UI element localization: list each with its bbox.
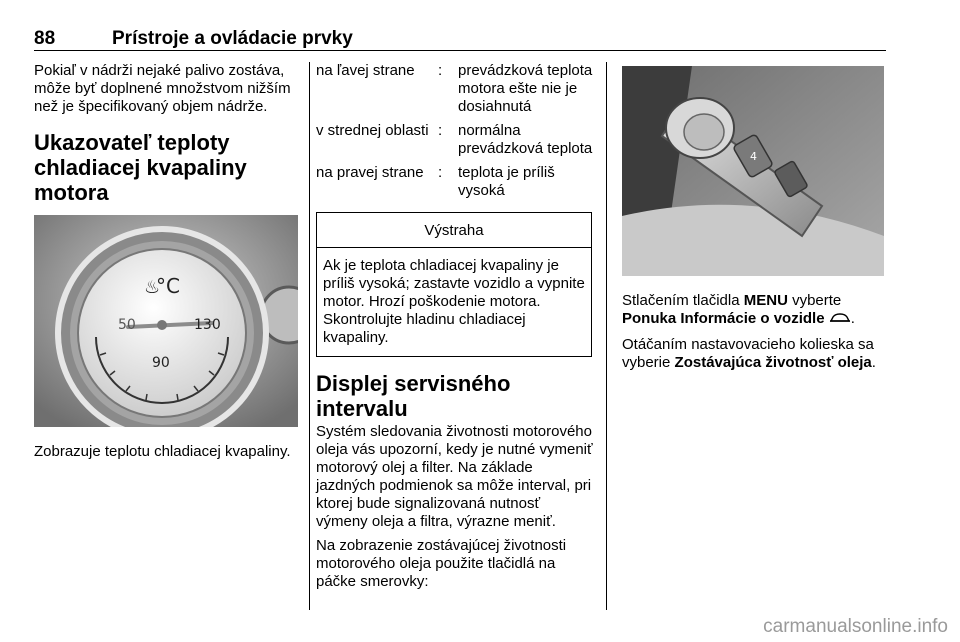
gauge-label-low: 50	[118, 317, 136, 333]
wheel-instruction-text: Otáčaním nastavovacieho kolieska sa vyberie	[622, 336, 874, 371]
legend-key: v strednej oblasti	[316, 122, 429, 139]
coolant-gauge-heading: Ukazovateľ teploty chladiacej kvapaliny motora	[34, 130, 247, 205]
wheel-instruction	[622, 336, 888, 372]
legend-row	[316, 62, 594, 122]
vehicle-info-menu-name: Ponuka Informácie o vozidle	[622, 310, 825, 327]
warning-body: Ak je teplota chladiacej kvapaliny je príliš vysoká; zastavte vozidlo a vypnite motor. Hrozí poškodenie motora. Skontrolujte hladinu chladiacej kvapaliny.	[323, 257, 585, 346]
column-left	[34, 62, 302, 469]
legend-value: prevádzková teplota motora ešte nie je dosiahnutá	[458, 62, 593, 115]
legend-key: na ľavej strane	[316, 62, 415, 79]
section-title: Prístroje a ovládacie prvky	[112, 28, 353, 49]
gauge-unit-label: °C	[156, 274, 180, 298]
gauge-label-high: 130	[194, 317, 221, 333]
legend-colon: :	[438, 164, 443, 181]
column-divider-2	[606, 62, 607, 610]
remaining-oil-life-name: Zostávajúca životnosť oleja	[674, 354, 872, 371]
menu-instruction-text: .	[850, 310, 855, 327]
legend-colon: :	[438, 62, 443, 79]
warning-box	[316, 212, 592, 357]
legend-value: teplota je príliš vysoká	[458, 164, 555, 199]
warning-title: Výstraha	[317, 213, 591, 248]
legend-row	[316, 122, 594, 164]
gauge-label-mid: 90	[152, 355, 170, 371]
page-number: 88	[34, 28, 56, 49]
menu-button-name: MENU	[743, 292, 788, 309]
gauge-legend-table	[316, 62, 594, 200]
page-header	[34, 28, 886, 51]
column-right	[622, 66, 888, 380]
coolant-icon: ♨	[144, 277, 161, 298]
legend-colon: :	[438, 122, 443, 139]
column-divider-1	[309, 62, 310, 610]
menu-instruction	[622, 292, 888, 328]
service-interval-heading: Displej servisného intervalu	[316, 371, 511, 421]
car-icon	[829, 312, 851, 324]
gauge-caption: Zobrazuje teplotu chladiacej kvapaliny.	[34, 443, 291, 460]
fuel-note-paragraph: Pokiaľ v nádrži nejaké palivo zostáva, môže byť doplnené množstvom nižším než je špecifikovaný objem nádrže.	[34, 62, 291, 115]
menu-instruction-text: vyberte	[787, 292, 842, 309]
column-middle	[316, 62, 594, 599]
legend-key: na pravej strane	[316, 164, 424, 181]
legend-value: normálna prevádzková teplota	[458, 122, 593, 157]
dial-label: 4	[750, 150, 757, 163]
menu-instruction-text: Stlačením tlačidla	[622, 292, 744, 309]
service-interval-paragraph: Systém sledovania životnosti motorového oleja vás upozorní, kedy je nutné vymeniť motorový olej a filter. Na základe jazdných podmienok sa môže interval, pri ktorej bude signalizovaná nutnosť výmeny oleja a filtra, výrazne meniť.	[316, 423, 593, 530]
wheel-instruction-text: .	[871, 354, 876, 371]
coolant-gauge-image	[34, 215, 298, 427]
legend-row	[316, 164, 594, 200]
watermark: carmanualsonline.info	[763, 616, 948, 637]
service-interval-instruction: Na zobrazenie zostávajúcej životnosti motorového oleja použite tlačidlá na páčke smerovky:	[316, 537, 567, 590]
turn-signal-lever-image	[622, 66, 884, 276]
